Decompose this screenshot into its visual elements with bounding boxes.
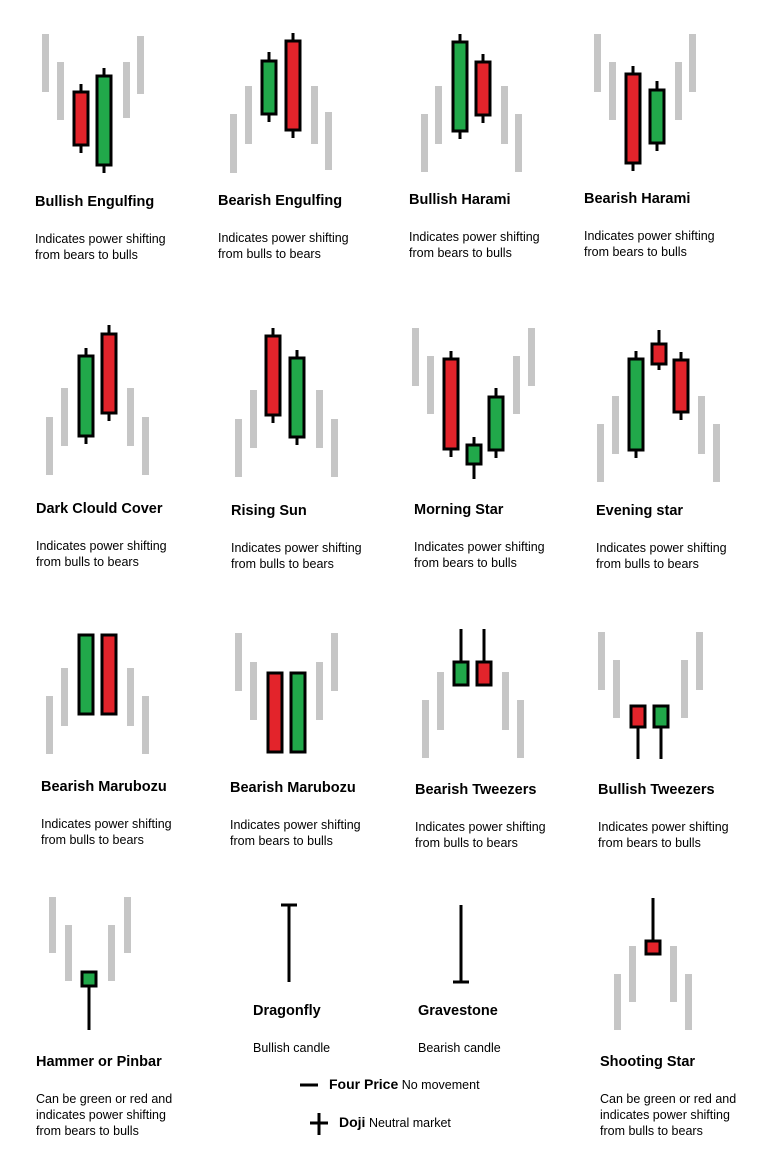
context-candle (108, 925, 115, 981)
context-candle (681, 660, 688, 718)
context-candle (713, 424, 720, 482)
legend-doji (339, 1114, 451, 1130)
pattern-description: Indicates power shifting from bears to bulls (230, 818, 361, 848)
pattern-description: Indicates power shifting from bulls to bears (218, 231, 349, 261)
pattern-title: Bullish Harami (409, 192, 511, 208)
pattern-description: Indicates power shifting from bulls to bears (41, 817, 172, 847)
context-candle (437, 672, 444, 730)
pattern-title: Bullish Tweezers (598, 782, 715, 798)
context-candle (412, 328, 419, 386)
bearish-candle (476, 62, 490, 115)
context-candle (325, 112, 332, 170)
context-candle (123, 62, 130, 118)
context-candle (235, 633, 242, 691)
pattern-description: Can be green or red and indicates power shifting from bulls to bears (600, 1092, 737, 1138)
context-candle (598, 632, 605, 690)
context-candle (609, 62, 616, 120)
pattern-description: Indicates power shifting from bulls to bears (231, 541, 362, 571)
context-candle (696, 632, 703, 690)
context-candle (613, 660, 620, 718)
context-candle (597, 424, 604, 482)
pattern-description: Indicates power shifting from bears to bulls (584, 229, 715, 259)
pattern-title: Bearish Tweezers (415, 782, 537, 798)
pattern-description: Indicates power shifting from bears to bulls (409, 230, 540, 260)
context-candle (422, 700, 429, 758)
bearish-candle (674, 360, 688, 412)
context-candle (675, 62, 682, 120)
context-candle (46, 417, 53, 475)
bullish-candle (290, 358, 304, 437)
context-candle (61, 388, 68, 446)
pattern-description: Bullish candle (253, 1041, 331, 1055)
pattern-title: Dragonfly (253, 1003, 321, 1019)
bullish-candle (654, 706, 668, 727)
context-candle (427, 356, 434, 414)
context-candle (689, 34, 696, 92)
context-candle (421, 114, 428, 172)
context-candle (517, 700, 524, 758)
bearish-candle (102, 635, 116, 714)
bullish-candle (489, 397, 503, 450)
bullish-candle (453, 42, 467, 131)
legend-note: Neutral market (368, 1116, 451, 1130)
bullish-candle (97, 76, 111, 165)
bearish-candle (477, 662, 491, 685)
pattern-title: Morning Star (414, 502, 504, 518)
context-candle (698, 396, 705, 454)
pattern-title: Bullish Engulfing (35, 194, 155, 210)
bullish-candle (291, 673, 305, 752)
context-candle (435, 86, 442, 144)
context-candle (513, 356, 520, 414)
context-candle (311, 86, 318, 144)
bearish-candle (646, 941, 660, 954)
pattern-title: Hammer or Pinbar (36, 1054, 162, 1070)
bullish-candle (79, 635, 93, 714)
context-candle (42, 34, 49, 92)
context-candle (127, 668, 134, 726)
context-candle (61, 668, 68, 726)
context-candle (127, 388, 134, 446)
context-candle (250, 390, 257, 448)
pattern-title: Evening star (596, 503, 684, 519)
bullish-candle (650, 90, 664, 143)
pattern-description: Can be green or red and indicates power shifting from bears to bulls (36, 1092, 173, 1138)
context-candle (46, 696, 53, 754)
bearish-candle (631, 706, 645, 727)
context-candle (316, 390, 323, 448)
context-candle (501, 86, 508, 144)
context-candle (142, 417, 149, 475)
pattern-description: Indicates power shifting from bears to bulls (598, 820, 729, 850)
bearish-candle (652, 344, 666, 364)
bearish-candle (74, 92, 88, 145)
pattern-title: Gravestone (418, 1003, 498, 1019)
context-candle (670, 946, 677, 1002)
bearish-candle (266, 336, 280, 415)
context-candle (614, 974, 621, 1030)
context-candle (528, 328, 535, 386)
pattern-description: Indicates power shifting from bulls to bears (596, 541, 727, 571)
context-candle (49, 897, 56, 953)
bearish-candle (444, 359, 458, 449)
context-candle (331, 419, 338, 477)
bearish-candle (102, 334, 116, 413)
bearish-candle (286, 41, 300, 130)
pattern-title: Bearish Marubozu (41, 779, 167, 795)
context-candle (124, 897, 131, 953)
context-candle (142, 696, 149, 754)
legend-note: No movement (401, 1078, 480, 1092)
bullish-candle (82, 972, 96, 986)
context-candle (230, 114, 237, 173)
bullish-candle (454, 662, 468, 685)
legend-name: Doji (339, 1114, 366, 1130)
bullish-candle (629, 359, 643, 450)
context-candle (245, 86, 252, 144)
context-candle (57, 62, 64, 120)
pattern-description: Indicates power shifting from bulls to bears (415, 820, 546, 850)
legend-name: Four Price (329, 1076, 399, 1092)
context-candle (235, 419, 242, 477)
context-candle (515, 114, 522, 172)
context-candle (502, 672, 509, 730)
pattern-description: Indicates power shifting from bulls to bears (36, 539, 167, 569)
pattern-title: Bearish Harami (584, 191, 691, 207)
pattern-title: Dark Clould Cover (36, 501, 163, 517)
bearish-candle (268, 673, 282, 752)
context-candle (65, 925, 72, 981)
context-candle (594, 34, 601, 92)
context-candle (612, 396, 619, 454)
bullish-candle (467, 445, 481, 464)
legend-four-price (329, 1076, 480, 1092)
pattern-title: Bearish Engulfing (218, 193, 343, 209)
bearish-candle (626, 74, 640, 163)
pattern-title: Rising Sun (231, 503, 307, 519)
context-candle (331, 633, 338, 691)
pattern-description: Indicates power shifting from bears to bulls (414, 540, 545, 570)
pattern-description: Indicates power shifting from bears to bulls (35, 232, 166, 262)
pattern-title: Shooting Star (600, 1054, 696, 1070)
pattern-title: Bearish Marubozu (230, 780, 356, 796)
context-candle (629, 946, 636, 1002)
bullish-candle (262, 61, 276, 114)
context-candle (316, 662, 323, 720)
context-candle (685, 974, 692, 1030)
pattern-description: Bearish candle (418, 1041, 501, 1055)
context-candle (137, 36, 144, 94)
bullish-candle (79, 356, 93, 436)
context-candle (250, 662, 257, 720)
